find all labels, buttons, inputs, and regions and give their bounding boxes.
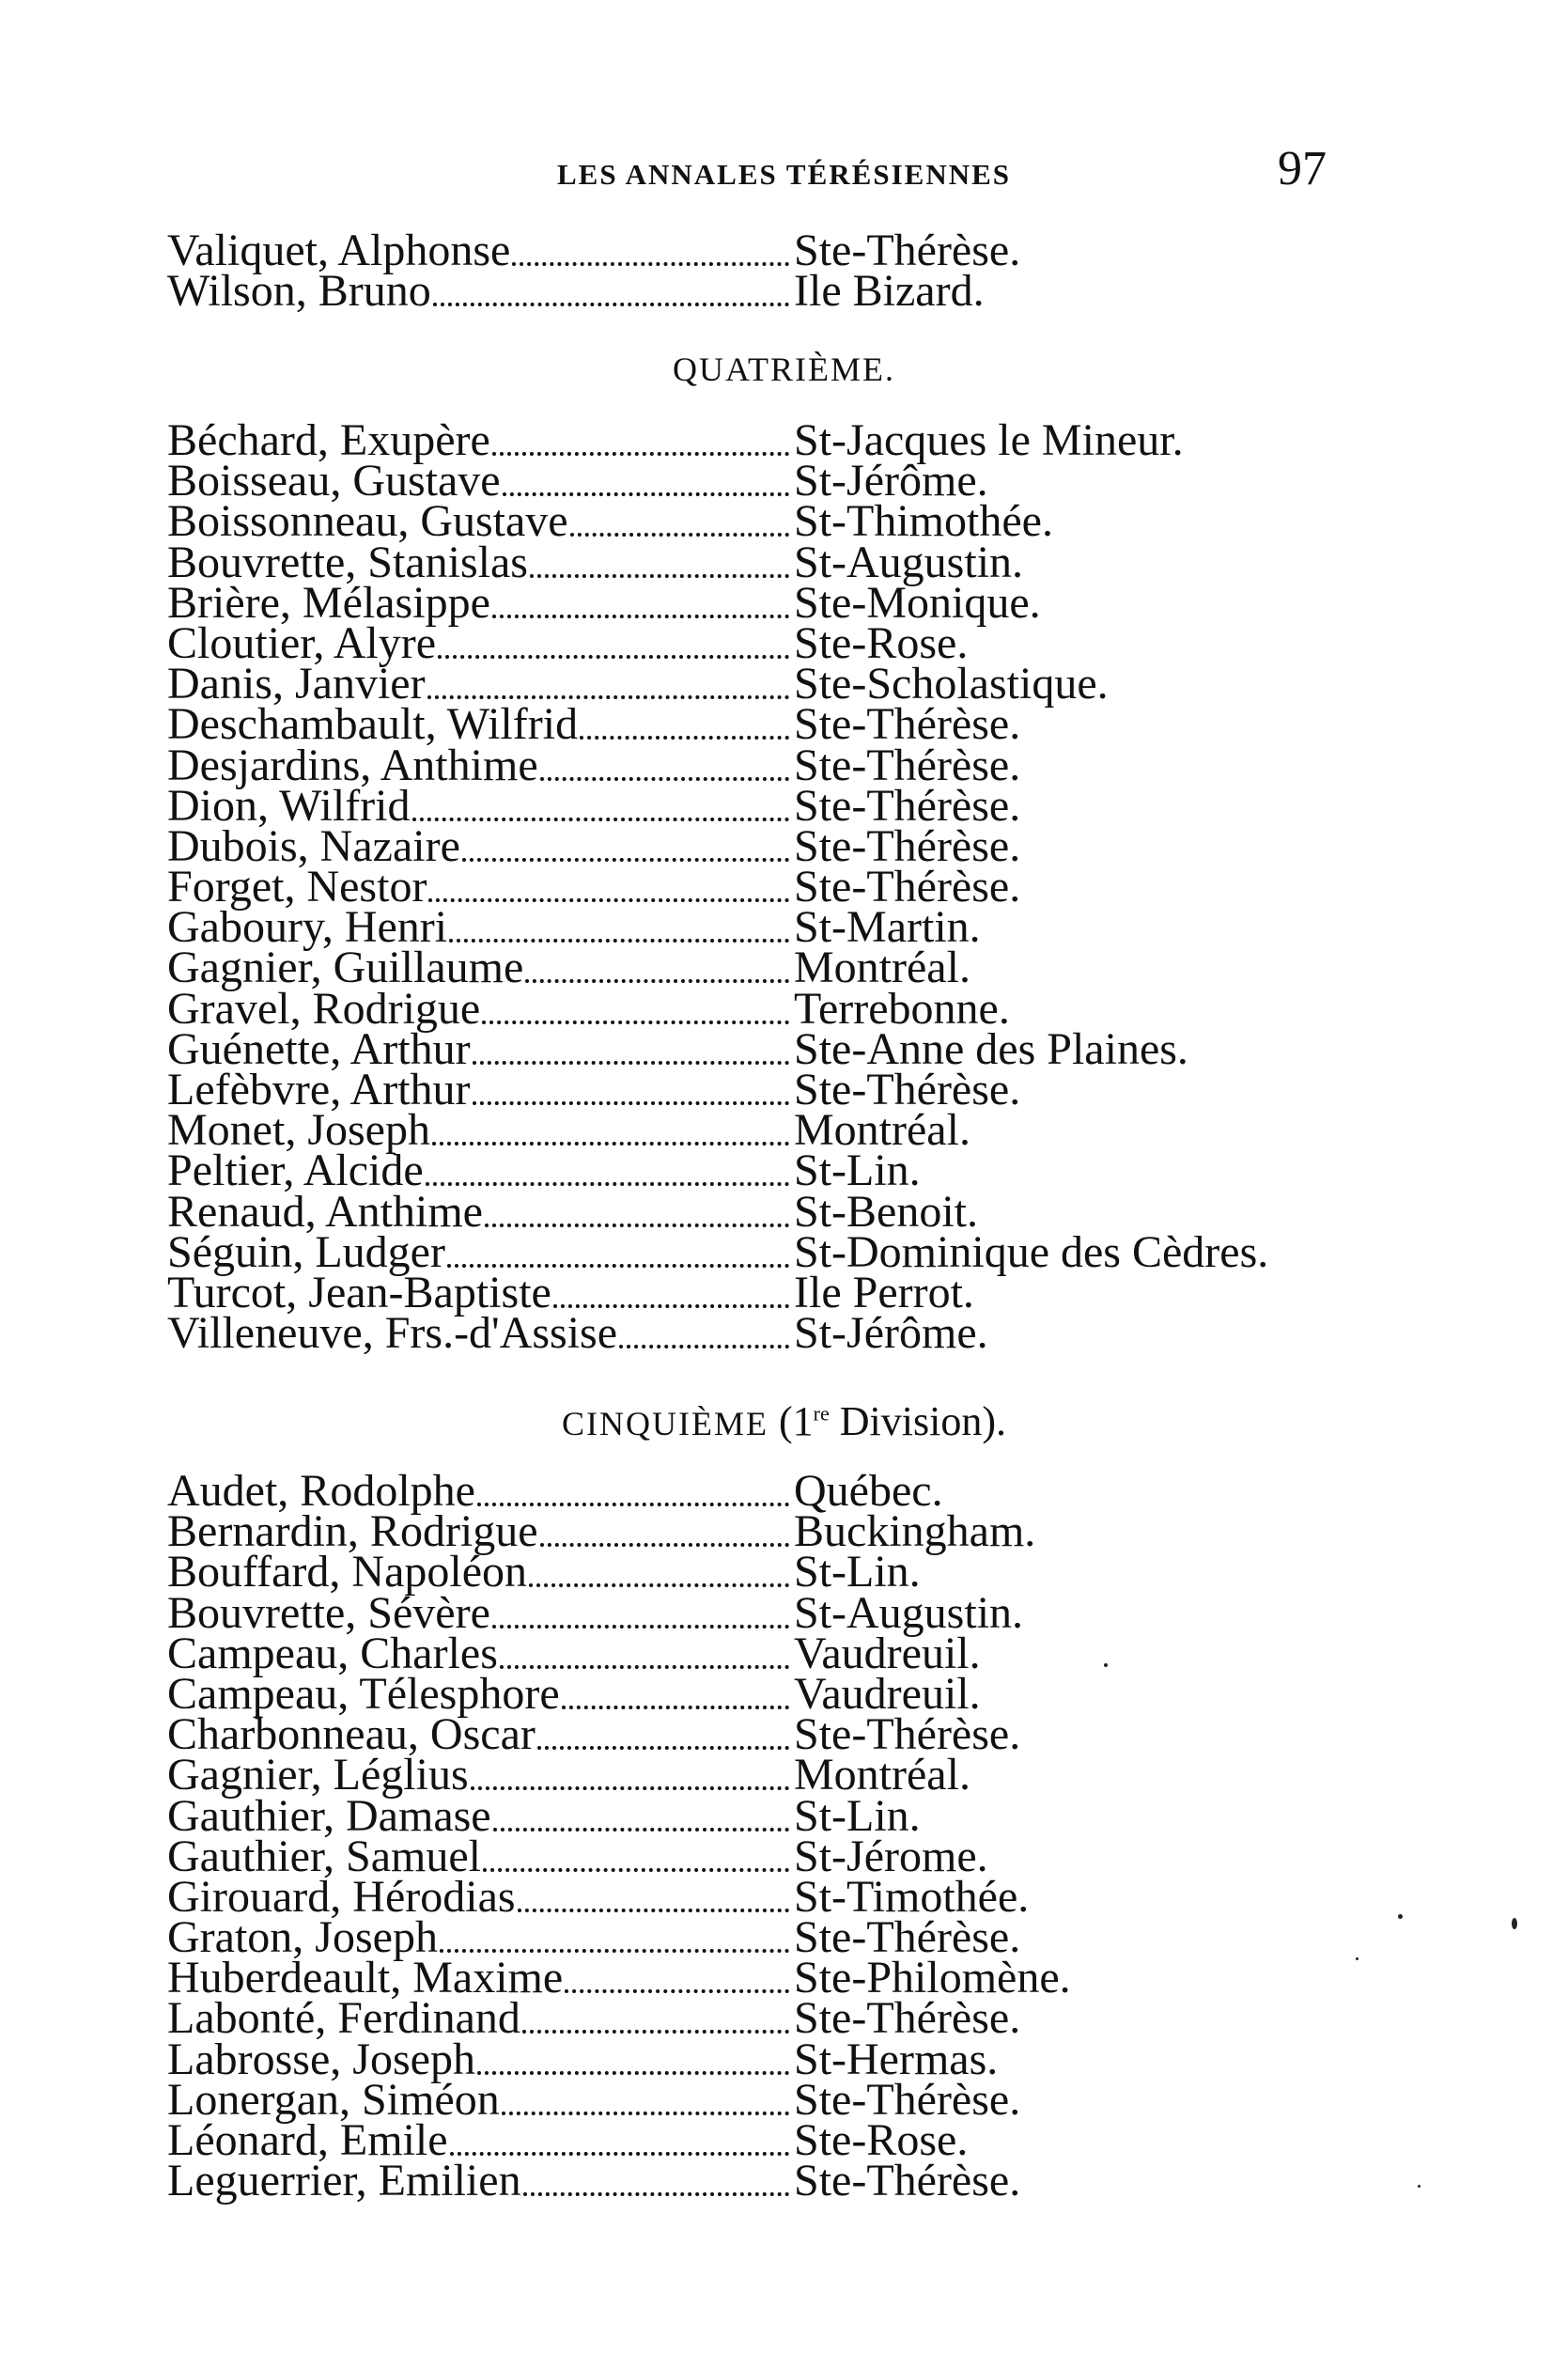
entry-place: Ste-Thérèse.: [794, 2074, 1021, 2125]
entry-place: St-Lin.: [794, 1547, 921, 1598]
division-open: (1: [779, 1398, 814, 1444]
print-speck: [1418, 2185, 1421, 2188]
leader-dots: [529, 1583, 789, 1587]
entry-place: St-Thimothée.: [794, 496, 1053, 547]
cinquieme-entry: [167, 2074, 1417, 2125]
page-header: [0, 141, 1568, 197]
leader-dots: [485, 1223, 789, 1227]
quatrieme-list: [167, 415, 1417, 1359]
entry-name: Léonard, Emile: [167, 2115, 448, 2165]
quatrieme-entry: [167, 537, 1417, 587]
entry-name: Gauthier, Damase: [167, 1790, 491, 1841]
entry-name: Campeau, Télesphore: [167, 1668, 560, 1719]
quatrieme-entry: [167, 902, 1417, 953]
quatrieme-entry: [167, 577, 1417, 628]
entry-place: Ste-Thérèse.: [794, 820, 1021, 871]
entry-name: Campeau, Charles: [167, 1628, 498, 1678]
leader-dots: [432, 1142, 789, 1146]
leader-dots: [523, 2192, 789, 2196]
leader-dots: [477, 2071, 789, 2075]
entry-place: Ste-Anne des Plaines.: [794, 1023, 1188, 1074]
leader-dots: [482, 1021, 789, 1024]
entry-place: Ste-Philomène.: [794, 1953, 1071, 2003]
entry-place: St-Hermas.: [794, 2034, 999, 2084]
entry-place: St-Timothée.: [794, 1871, 1030, 1922]
entry-place: Ste-Thérèse.: [794, 740, 1021, 790]
quatrieme-entry: [167, 496, 1417, 547]
entry-place: Ste-Thérèse.: [794, 780, 1021, 831]
entry-name: Gagnier, Léglius: [167, 1750, 469, 1800]
quatrieme-entry: [167, 699, 1417, 750]
entry-name: Guénette, Arthur: [167, 1023, 471, 1074]
entry-place: St-Jérôme.: [794, 456, 988, 507]
leader-dots: [438, 655, 789, 659]
quatrieme-entry: [167, 1146, 1417, 1196]
leader-dots: [462, 858, 789, 862]
cinquieme-entry: [167, 1668, 1417, 1719]
leader-dots: [540, 777, 789, 781]
quatrieme-entry: [167, 1226, 1417, 1277]
section-heading-cinquieme-title: CINQUIÈME: [562, 1405, 768, 1442]
quatrieme-entry: [167, 1065, 1417, 1114]
entry-name: Peltier, Alcide: [167, 1146, 424, 1196]
entry-place: Vaudreuil.: [794, 1628, 981, 1678]
cinquieme-entry: [167, 1912, 1417, 1963]
entry-name: Wilson, Bruno: [167, 266, 431, 317]
entry-name: Bouvrette, Sévère: [167, 1587, 490, 1638]
entry-place: Ste-Thérèse.: [794, 1065, 1021, 1114]
entry-place: St-Jacques le Mineur.: [794, 415, 1184, 465]
cinquieme-entry: [167, 1831, 1417, 1881]
entry-place: St-Martin.: [794, 902, 981, 953]
leader-dots: [512, 262, 789, 266]
leader-dots: [562, 1706, 789, 1709]
entry-name: Renaud, Anthime: [167, 1186, 483, 1237]
entry-name: Charbonneau, Oscar: [167, 1709, 536, 1760]
leader-dots: [530, 574, 789, 578]
leader-dots: [473, 1101, 789, 1105]
section-heading-quatrieme: QUATRIÈME.: [673, 351, 895, 388]
leader-dots: [473, 1061, 789, 1065]
entry-place: St-Lin.: [794, 1790, 921, 1841]
quatrieme-entry: [167, 1186, 1417, 1237]
cinquieme-entry: [167, 1750, 1417, 1800]
quatrieme-entry: [167, 983, 1417, 1034]
entry-name: Deschambault, Wilfrid: [167, 699, 579, 750]
page-number: 97: [1278, 142, 1327, 195]
leader-dots: [412, 818, 789, 821]
division-label: [779, 1398, 1006, 1444]
quatrieme-entry: [167, 943, 1417, 993]
entry-place: St-Benoit.: [794, 1186, 979, 1237]
entry-place: Ste-Scholastique.: [794, 659, 1109, 709]
entry-name: Dion, Wilfrid: [167, 780, 411, 831]
quatrieme-entry: [167, 1267, 1417, 1317]
entry-place: Ste-Thérèse.: [794, 1912, 1021, 1963]
quatrieme-entry: [167, 820, 1417, 871]
entry-place: St-Lin.: [794, 1146, 921, 1196]
cinquieme-entry: [167, 1587, 1417, 1638]
entry-place: Montréal.: [794, 1105, 970, 1156]
quatrieme-entry: [167, 740, 1417, 790]
entry-place: Vaudreuil.: [794, 1668, 981, 1719]
entry-name: Gaboury, Henri: [167, 902, 448, 953]
entry-name: Boissonneau, Gustave: [167, 496, 568, 547]
entry-place: St-Jérôme.: [794, 1308, 988, 1359]
entry-name: Dubois, Nazaire: [167, 820, 460, 871]
leader-dots: [540, 1543, 789, 1547]
entry-name: Séguin, Ludger: [167, 1226, 445, 1277]
leader-dots: [537, 1746, 789, 1750]
continued-entry: [167, 226, 1417, 275]
entry-place: Montréal.: [794, 943, 970, 993]
entry-name: Leguerrier, Emilien: [167, 2156, 521, 2206]
quatrieme-entry: [167, 1105, 1417, 1156]
cinquieme-entry: [167, 2156, 1417, 2206]
entry-name: Gravel, Rodrigue: [167, 983, 481, 1034]
entry-name: Bouffard, Napoléon: [167, 1547, 528, 1598]
entry-name: Labonté, Ferdinand: [167, 1993, 520, 2044]
cinquieme-entry: [167, 1709, 1417, 1760]
cinquieme-entry: [167, 1953, 1417, 2003]
print-speck: [1104, 1663, 1108, 1667]
leader-dots: [565, 1989, 789, 1993]
leader-dots: [471, 1786, 789, 1790]
entry-name: Gagnier, Guillaume: [167, 943, 524, 993]
quatrieme-entry: [167, 456, 1417, 507]
entry-name: Bouvrette, Stanislas: [167, 537, 528, 587]
print-speck: [1512, 1918, 1517, 1929]
cinquieme-entry: [167, 1993, 1417, 2044]
cinquieme-entry: [167, 2034, 1417, 2084]
entry-name: Labrosse, Joseph: [167, 2034, 475, 2084]
leader-dots: [580, 736, 789, 740]
leader-dots: [619, 1345, 789, 1348]
entry-place: St-Jérome.: [794, 1831, 988, 1881]
leader-dots: [492, 452, 789, 456]
entry-place: Buckingham.: [794, 1506, 1036, 1557]
print-speck: [1356, 1957, 1358, 1960]
quatrieme-entry: [167, 415, 1417, 465]
entry-name: Lefèbvre, Arthur: [167, 1065, 471, 1114]
entry-place: Ste-Thérèse.: [794, 699, 1021, 750]
entry-place: Québec.: [794, 1466, 943, 1516]
quatrieme-entry: [167, 659, 1417, 709]
entry-name: Girouard, Hérodias: [167, 1871, 516, 1922]
leader-dots: [570, 533, 789, 537]
leader-dots: [492, 1625, 789, 1629]
entry-place: Ile Perrot.: [794, 1267, 974, 1317]
entry-name: Béchard, Exupère: [167, 415, 490, 465]
running-title: LES ANNALES TÉRÉSIENNES: [556, 158, 1012, 191]
entry-place: St-Augustin.: [794, 537, 1024, 587]
entry-name: Valiquet, Alphonse: [167, 226, 511, 275]
entry-place: Ste-Thérèse.: [794, 226, 1021, 275]
leader-dots: [428, 898, 789, 902]
continued-list: [167, 226, 1417, 317]
entry-name: Monet, Joseph: [167, 1105, 430, 1156]
cinquieme-entry: [167, 1547, 1417, 1598]
entry-name: Turcot, Jean-Baptiste: [167, 1267, 551, 1317]
section-heading-cinquieme: [0, 1397, 1568, 1445]
entry-name: Desjardins, Anthime: [167, 740, 538, 790]
division-close: Division).: [829, 1398, 1006, 1444]
entry-name: Brière, Mélasippe: [167, 577, 490, 628]
entry-name: Audet, Rodolphe: [167, 1466, 475, 1516]
entry-name: Huberdeault, Maxime: [167, 1953, 564, 2003]
leader-dots: [433, 303, 789, 306]
leader-dots: [492, 615, 789, 618]
entry-place: Ste-Rose.: [794, 2115, 969, 2165]
entry-name: Gauthier, Samuel: [167, 1831, 481, 1881]
leader-dots: [483, 1868, 789, 1872]
leader-dots: [518, 1909, 789, 1912]
entry-place: Ste-Thérèse.: [794, 1709, 1021, 1760]
entry-name: Cloutier, Alyre: [167, 617, 437, 668]
quatrieme-entry: [167, 617, 1417, 668]
leader-dots: [525, 979, 789, 983]
continued-entry: [167, 266, 1417, 317]
entry-name: Villeneuve, Frs.-d'Assise: [167, 1308, 618, 1359]
cinquieme-list: [167, 1466, 1417, 2206]
leader-dots: [426, 1182, 789, 1186]
entry-place: Ste-Thérèse.: [794, 862, 1021, 912]
cinquieme-entry: [167, 1628, 1417, 1678]
leader-dots: [493, 1828, 789, 1831]
entry-name: Boisseau, Gustave: [167, 456, 501, 507]
entry-place: Terrebonne.: [794, 983, 1010, 1034]
entry-name: Graton, Joseph: [167, 1912, 438, 1963]
entry-place: Ste-Monique.: [794, 577, 1041, 628]
entry-name: Forget, Nestor: [167, 862, 427, 912]
division-ordinal: re: [813, 1401, 830, 1426]
entry-place: St-Augustin.: [794, 1587, 1024, 1638]
print-speck: [1398, 1914, 1403, 1919]
cinquieme-entry: [167, 1871, 1417, 1922]
entry-place: Ste-Thérèse.: [794, 2156, 1021, 2206]
entry-place: St-Dominique des Cèdres.: [794, 1226, 1269, 1277]
entry-place: Ile Bizard.: [794, 266, 985, 317]
quatrieme-entry: [167, 1023, 1417, 1074]
entry-place: Ste-Thérèse.: [794, 1993, 1021, 2044]
entry-place: Ste-Rose.: [794, 617, 969, 668]
cinquieme-entry: [167, 1466, 1417, 1516]
cinquieme-entry: [167, 1790, 1417, 1841]
leader-dots: [502, 2112, 789, 2115]
leader-dots: [522, 2030, 789, 2034]
entry-name: Bernardin, Rodrigue: [167, 1506, 538, 1557]
entry-place: Montréal.: [794, 1750, 970, 1800]
cinquieme-entry: [167, 1506, 1417, 1557]
quatrieme-entry: [167, 862, 1417, 912]
quatrieme-entry: [167, 780, 1417, 831]
entry-name: Danis, Janvier: [167, 659, 426, 709]
entry-name: Lonergan, Siméon: [167, 2074, 500, 2125]
cinquieme-entry: [167, 2115, 1417, 2165]
quatrieme-entry: [167, 1308, 1417, 1359]
